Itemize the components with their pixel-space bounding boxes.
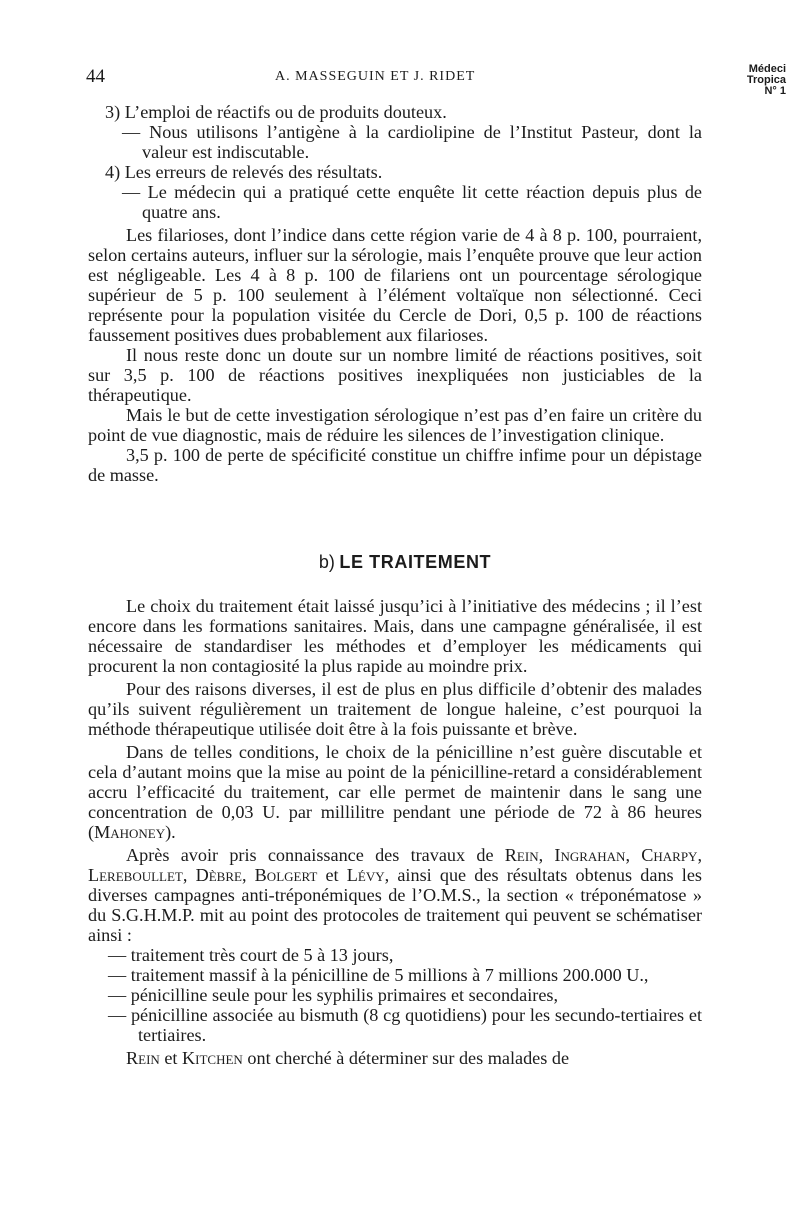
margin-note bbox=[734, 64, 786, 97]
paragraph-text: Dans de telles conditions, le choix de la pénicilline n’est guère discutable et cela d’autant moins que la mise au point de la pénicilline-retard a considérablement accru l’efficacité du traitement, car elle permet de maintenir dans le sang une concentration de 0,03 U. par millilitre pendant une période de 72 à 86 heures ( bbox=[88, 742, 702, 842]
paragraph: Les filarioses, dont l’indice dans cette région varie de 4 à 8 p. 100, pourraient, selon certains auteurs, influer sur la sérologie, mais l’enquête prouve que leur action est négligeable. Les 4 à 8 p. 100 de filariens ont un pourcentage sérologique supérieur de 5 p. 100 seulement à l’élément voltaïque non sélectionné. Ceci représente pour la population visitée du Cercle de Dori, 0,5 p. 100 de réactions faussement positives dues probablement aux filarioses. bbox=[88, 225, 702, 345]
paragraph-text: et bbox=[159, 1048, 183, 1068]
author-names: Rein, Ingrahan, Charpy, Lereboullet, Dèbre, Bolgert bbox=[88, 845, 702, 885]
list-item: — traitement massif à la pénicilline de 5 millions à 7 millions 200.000 U., bbox=[108, 965, 649, 985]
section-title: LE TRAITEMENT bbox=[339, 552, 492, 572]
paragraph: — Nous utilisons l’antigène à la cardiolipine de l’Institut Pasteur, dont la valeur est indiscutable. bbox=[122, 122, 702, 162]
section-marker: b) bbox=[318, 552, 335, 572]
margin-note-line: Tropica bbox=[746, 74, 786, 86]
list-item: — pénicilline associée au bismuth (8 cg quotidiens) pour les secundo-tertiaires et tertiaires. bbox=[108, 1005, 702, 1045]
paragraph-text: Après avoir pris connaissance des travaux de bbox=[126, 845, 505, 865]
paragraph: Pour des raisons diverses, il est de plus en plus difficile d’obtenir des malades qu’ils suivent régulièrement un traitement de longue haleine, c’est pourquoi la méthode thérapeutique utilisée doit être à la fois puissante et brève. bbox=[88, 679, 702, 739]
author-name: Kitchen bbox=[182, 1048, 243, 1068]
page-number: 44 bbox=[86, 66, 105, 87]
paragraph-text: ont cherché à déterminer sur des malades de bbox=[242, 1048, 570, 1068]
list-item: — pénicilline seule pour les syphilis primaires et secondaires, bbox=[108, 985, 559, 1005]
paragraph: Il nous reste donc un doute sur un nombre limité de réactions positives, soit sur 3,5 p. 100 de réactions positives inexpliquées non justiciables de la thérapeutique. bbox=[88, 345, 702, 405]
margin-note-line: Médeci bbox=[748, 63, 786, 75]
paragraph bbox=[88, 1048, 702, 1068]
paragraph-text: , ainsi que des résultats obtenus dans les diverses campagnes anti-tréponémiques de l’O.M.S., la section « tréponématose » du S.G.H.M.P. mit au point des protocoles de traitement qui peuvent se schématiser ainsi : bbox=[88, 865, 702, 945]
paragraph: Le choix du traitement était laissé jusqu’ici à l’initiative des médecins ; il l’est encore dans les formations sanitaires. Mais, dans une campagne généralisée, il est nécessaire de standardiser les méthodes et d’employer les médicaments qui procurent la non contagiosité la plus rapide au moindre prix. bbox=[88, 596, 702, 676]
paragraph: — Le médecin qui a pratiqué cette enquête lit cette réaction depuis plus de quatre ans. bbox=[122, 182, 702, 222]
paragraph bbox=[88, 845, 702, 945]
body-text-upper bbox=[88, 102, 702, 485]
paragraph: 3,5 p. 100 de perte de spécificité constitue un chiffre infime pour un dépistage de masse. bbox=[88, 445, 702, 485]
list-item: — traitement très court de 5 à 13 jours, bbox=[108, 945, 394, 965]
section-heading bbox=[0, 552, 800, 573]
running-title: A. MASSEGUIN ET J. RIDET bbox=[275, 69, 476, 84]
author-name: Rein bbox=[126, 1048, 160, 1068]
paragraph-text: et bbox=[317, 865, 347, 885]
paragraph bbox=[88, 742, 702, 842]
paragraph: Mais le but de cette investigation sérologique n’est pas d’en faire un critère du point de vue diagnostic, mais de réduire les silences de l’investigation clinique. bbox=[88, 405, 702, 445]
body-text-lower bbox=[88, 596, 702, 1068]
page-header bbox=[0, 63, 800, 90]
paragraph-text: ). bbox=[165, 822, 176, 842]
author-name: Lévy bbox=[346, 865, 385, 885]
paragraph: 4) Les erreurs de relevés des résultats. bbox=[105, 162, 383, 182]
margin-note-line: N° 1 bbox=[764, 85, 786, 97]
author-name: Mahoney bbox=[94, 822, 166, 842]
paragraph: 3) L’emploi de réactifs ou de produits douteux. bbox=[105, 102, 447, 122]
